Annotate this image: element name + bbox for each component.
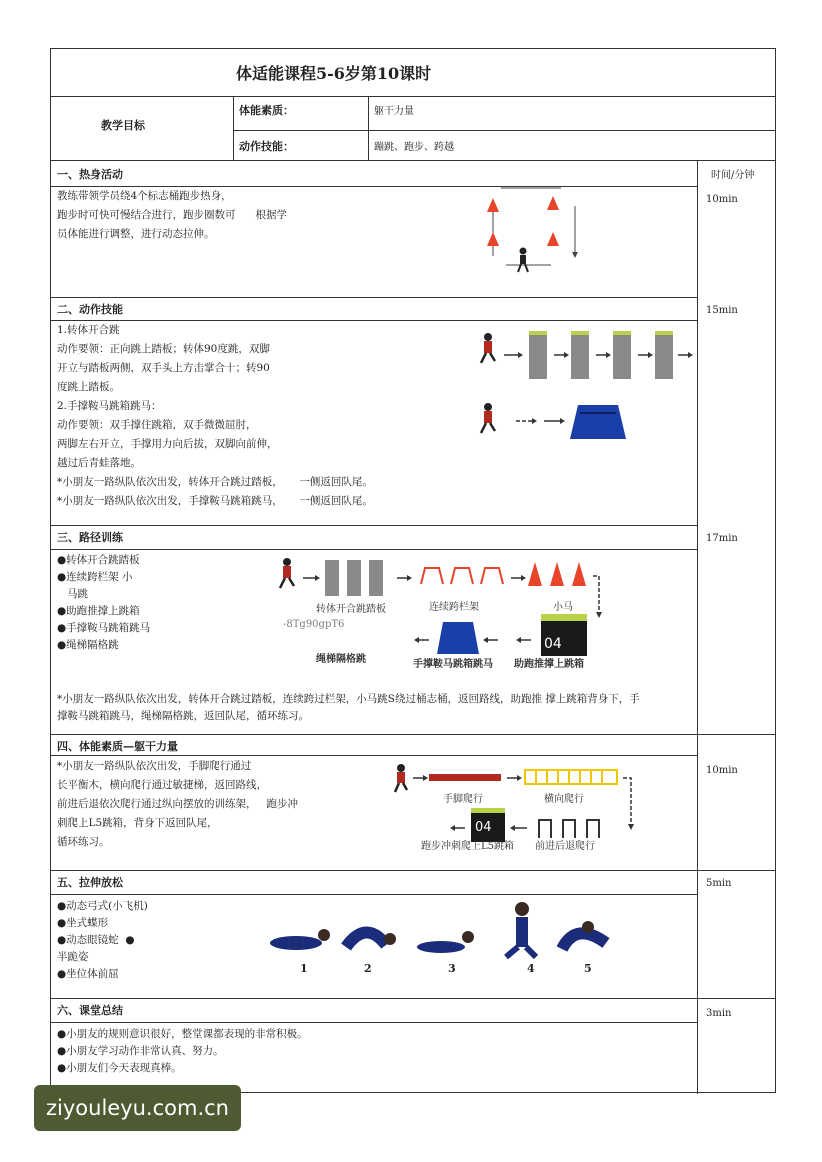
section-6-heading: 六、课堂总结 (57, 1004, 123, 1017)
page-title: 体适能课程5-6岁第10课时 (236, 64, 432, 83)
section-4-time: 10min (706, 765, 738, 776)
runner-icon (518, 248, 528, 273)
row-divider (51, 525, 697, 526)
lesson-plan-table (50, 48, 776, 1093)
bullet-item: ●小朋友学习动作非常认真、努力。 (57, 1045, 224, 1057)
cone-icon (550, 562, 564, 586)
bullet-item: ●小朋友的规则意识很好，整堂课都表现的非常积极。 (57, 1028, 308, 1040)
label-forward-back-crawl: 前进后退爬行 (535, 841, 595, 852)
label-vault: 手撑鞍马跳箱跳马 (413, 659, 493, 670)
step-board-icon (369, 560, 383, 596)
section-2-heading: 二、动作技能 (57, 303, 123, 316)
col-divider (368, 96, 369, 160)
bullet-item: ●助跑推撑上跳箱 (57, 605, 140, 617)
hurdle-icon (421, 568, 503, 584)
row-divider (51, 297, 697, 298)
vaulting-box-icon (570, 405, 626, 439)
pose-1-icon (270, 929, 330, 950)
label-side-crawl: 横向爬行 (544, 794, 584, 805)
step-board-icon (613, 331, 631, 379)
step-board-icon (655, 331, 673, 379)
bullet-item: ●绳梯隔格跳 (57, 639, 119, 651)
cone-icon (487, 198, 499, 212)
row-divider (51, 998, 775, 999)
bullet-item: ●动态眼镜蛇 ● 半跪姿 (57, 934, 135, 963)
col-divider (697, 160, 698, 1094)
cone-icon (547, 232, 559, 246)
section-4-heading: 四、体能素质—躯干力量 (57, 740, 178, 753)
cone-icon (528, 562, 542, 586)
label-hurdles: 连续跨栏架 (429, 602, 479, 613)
label-step-board: 转体开合跳踏板 (316, 604, 386, 615)
box-number: 04 (544, 636, 562, 652)
pose-number: 1 (300, 962, 308, 975)
row-divider (51, 96, 775, 97)
label-jump-box: 助跑推撑上跳箱 (514, 659, 584, 670)
bullet-item: ●转体开合跳踏板 (57, 554, 140, 566)
agility-ladder-icon (525, 770, 617, 784)
section-1-text: 教练带领学员绕4个标志桶跑步热身， 跑步时可快可慢结合进行，跑步圈数可 根据学 员体能进行调整，进行动态拉伸。 (57, 190, 288, 240)
step-board-icon (325, 560, 339, 596)
section-1-heading: 一、热身活动 (57, 168, 123, 181)
row-divider (51, 755, 697, 756)
row-divider (51, 1022, 697, 1023)
quality-label: 体能素质： (239, 104, 294, 117)
step-board-icon (571, 331, 589, 379)
skill-label: 动作技能： (239, 140, 294, 153)
bullet-item: ●连续跨栏架 小 马跳 (57, 571, 133, 600)
step-board-icon (347, 560, 361, 596)
section-3-time: 17min (706, 533, 738, 544)
training-frame-icon (539, 820, 599, 838)
section-6-time: 3min (706, 1008, 732, 1019)
label-code: -8Tg90gpT6 (283, 619, 345, 630)
row-divider (51, 894, 697, 895)
section-5-bullets (57, 898, 148, 983)
time-header: 时间/分钟 (711, 170, 755, 181)
runner-icon (481, 403, 495, 433)
cone-icon (487, 232, 499, 246)
section-1-time: 10min (706, 194, 738, 205)
quality-value: 躯干力量 (374, 106, 414, 117)
pose-number: 3 (448, 962, 456, 975)
section-4-text: *小朋友一路纵队依次出发，手脚爬行通过 长平衡木，横向爬行通过敏捷梯，返回路线， 前进后退依次爬行通过纵向摆放的训练架， 跑步冲 刺爬上L5跳箱，背身下返回队尾， 循环练习。 (57, 760, 299, 848)
watermark-badge: ziyouleyu.com.cn (34, 1085, 241, 1131)
row-divider (51, 160, 775, 161)
section-3-bullets (57, 552, 150, 654)
bullet-item: ●手撑鞍马跳箱跳马 (57, 622, 151, 634)
label-hand-foot-crawl: 手脚爬行 (443, 794, 483, 805)
skill-value: 蹦跳、跑步、跨越 (374, 142, 454, 153)
section-2-time: 15min (706, 305, 738, 316)
pose-5-icon (562, 921, 606, 949)
pose-number: 5 (584, 962, 592, 975)
goals-label: 教学目标 (101, 119, 145, 132)
cone-icon (572, 562, 586, 586)
section-3-note: *小朋友一路纵队依次出发，转体开合跳过踏板，连续跨过栏架，小马跳S绕过桶志桶，返回路线，助跑推 撑上跳箱背身下，手 撑鞍马跳箱跳马，绳梯隔格跳，返回队尾，循环练习。 (57, 693, 640, 722)
box-number: 04 (475, 820, 492, 835)
label-pony-jump: 小马 (553, 602, 573, 613)
pose-2-icon (346, 932, 396, 947)
label-ladder: 绳梯隔格跳 (316, 654, 366, 665)
step-board-icon (529, 331, 547, 379)
row-divider (51, 870, 775, 871)
cone-icon (547, 196, 559, 210)
section-5-heading: 五、拉伸放松 (57, 876, 123, 889)
runner-icon (280, 558, 294, 588)
row-divider (51, 734, 775, 735)
runner-icon (481, 333, 495, 363)
pose-number: 2 (364, 962, 372, 975)
bullet-item: ●坐式蝶形 (57, 917, 109, 929)
warmup-diagram (471, 186, 611, 278)
row-divider (51, 549, 697, 550)
section-5-time: 5min (706, 878, 732, 889)
skill-diagram (476, 329, 696, 439)
pose-4-icon (506, 902, 536, 957)
vaulting-box-icon (437, 622, 479, 654)
section-3-heading: 三、路径训练 (57, 531, 123, 544)
pose-3-icon (417, 931, 474, 953)
bullet-item: ●坐位体前屈 (57, 968, 119, 980)
pose-number: 4 (527, 962, 535, 975)
runner-icon (395, 764, 407, 792)
col-divider (233, 96, 234, 160)
bullet-item: ●动态弓式(小飞机) (57, 900, 148, 912)
label-sprint-box: 跑步冲刺爬上L5跳箱 (421, 841, 515, 852)
bullet-item: ●小朋友们今天表现真棒。 (57, 1062, 182, 1074)
stretch-poses-diagram (266, 899, 626, 979)
section-6-bullets (57, 1026, 308, 1077)
balance-beam-icon (429, 774, 501, 781)
section-2-text: 1.转体开合跳 动作要领：正向跳上踏板；转体90度跳，双脚 开立与踏板两侧，双手头上方击掌合十；转90 度跳上踏板。 2.手撑鞍马跳箱跳马： 动作要领：双手撑住跳箱，双手微微屈肘， 两脚左右开立，手撑用力向后拔，双脚向前伸， 越过后青蛙落地。 *小朋友一路纵队依次出发，转体开合跳过踏板， 一侧返回队尾。 *小朋友一路纵队依次出发，手撑鞍马跳箱跳马， 一侧返回队尾。 (57, 324, 373, 507)
row-divider (233, 130, 775, 131)
